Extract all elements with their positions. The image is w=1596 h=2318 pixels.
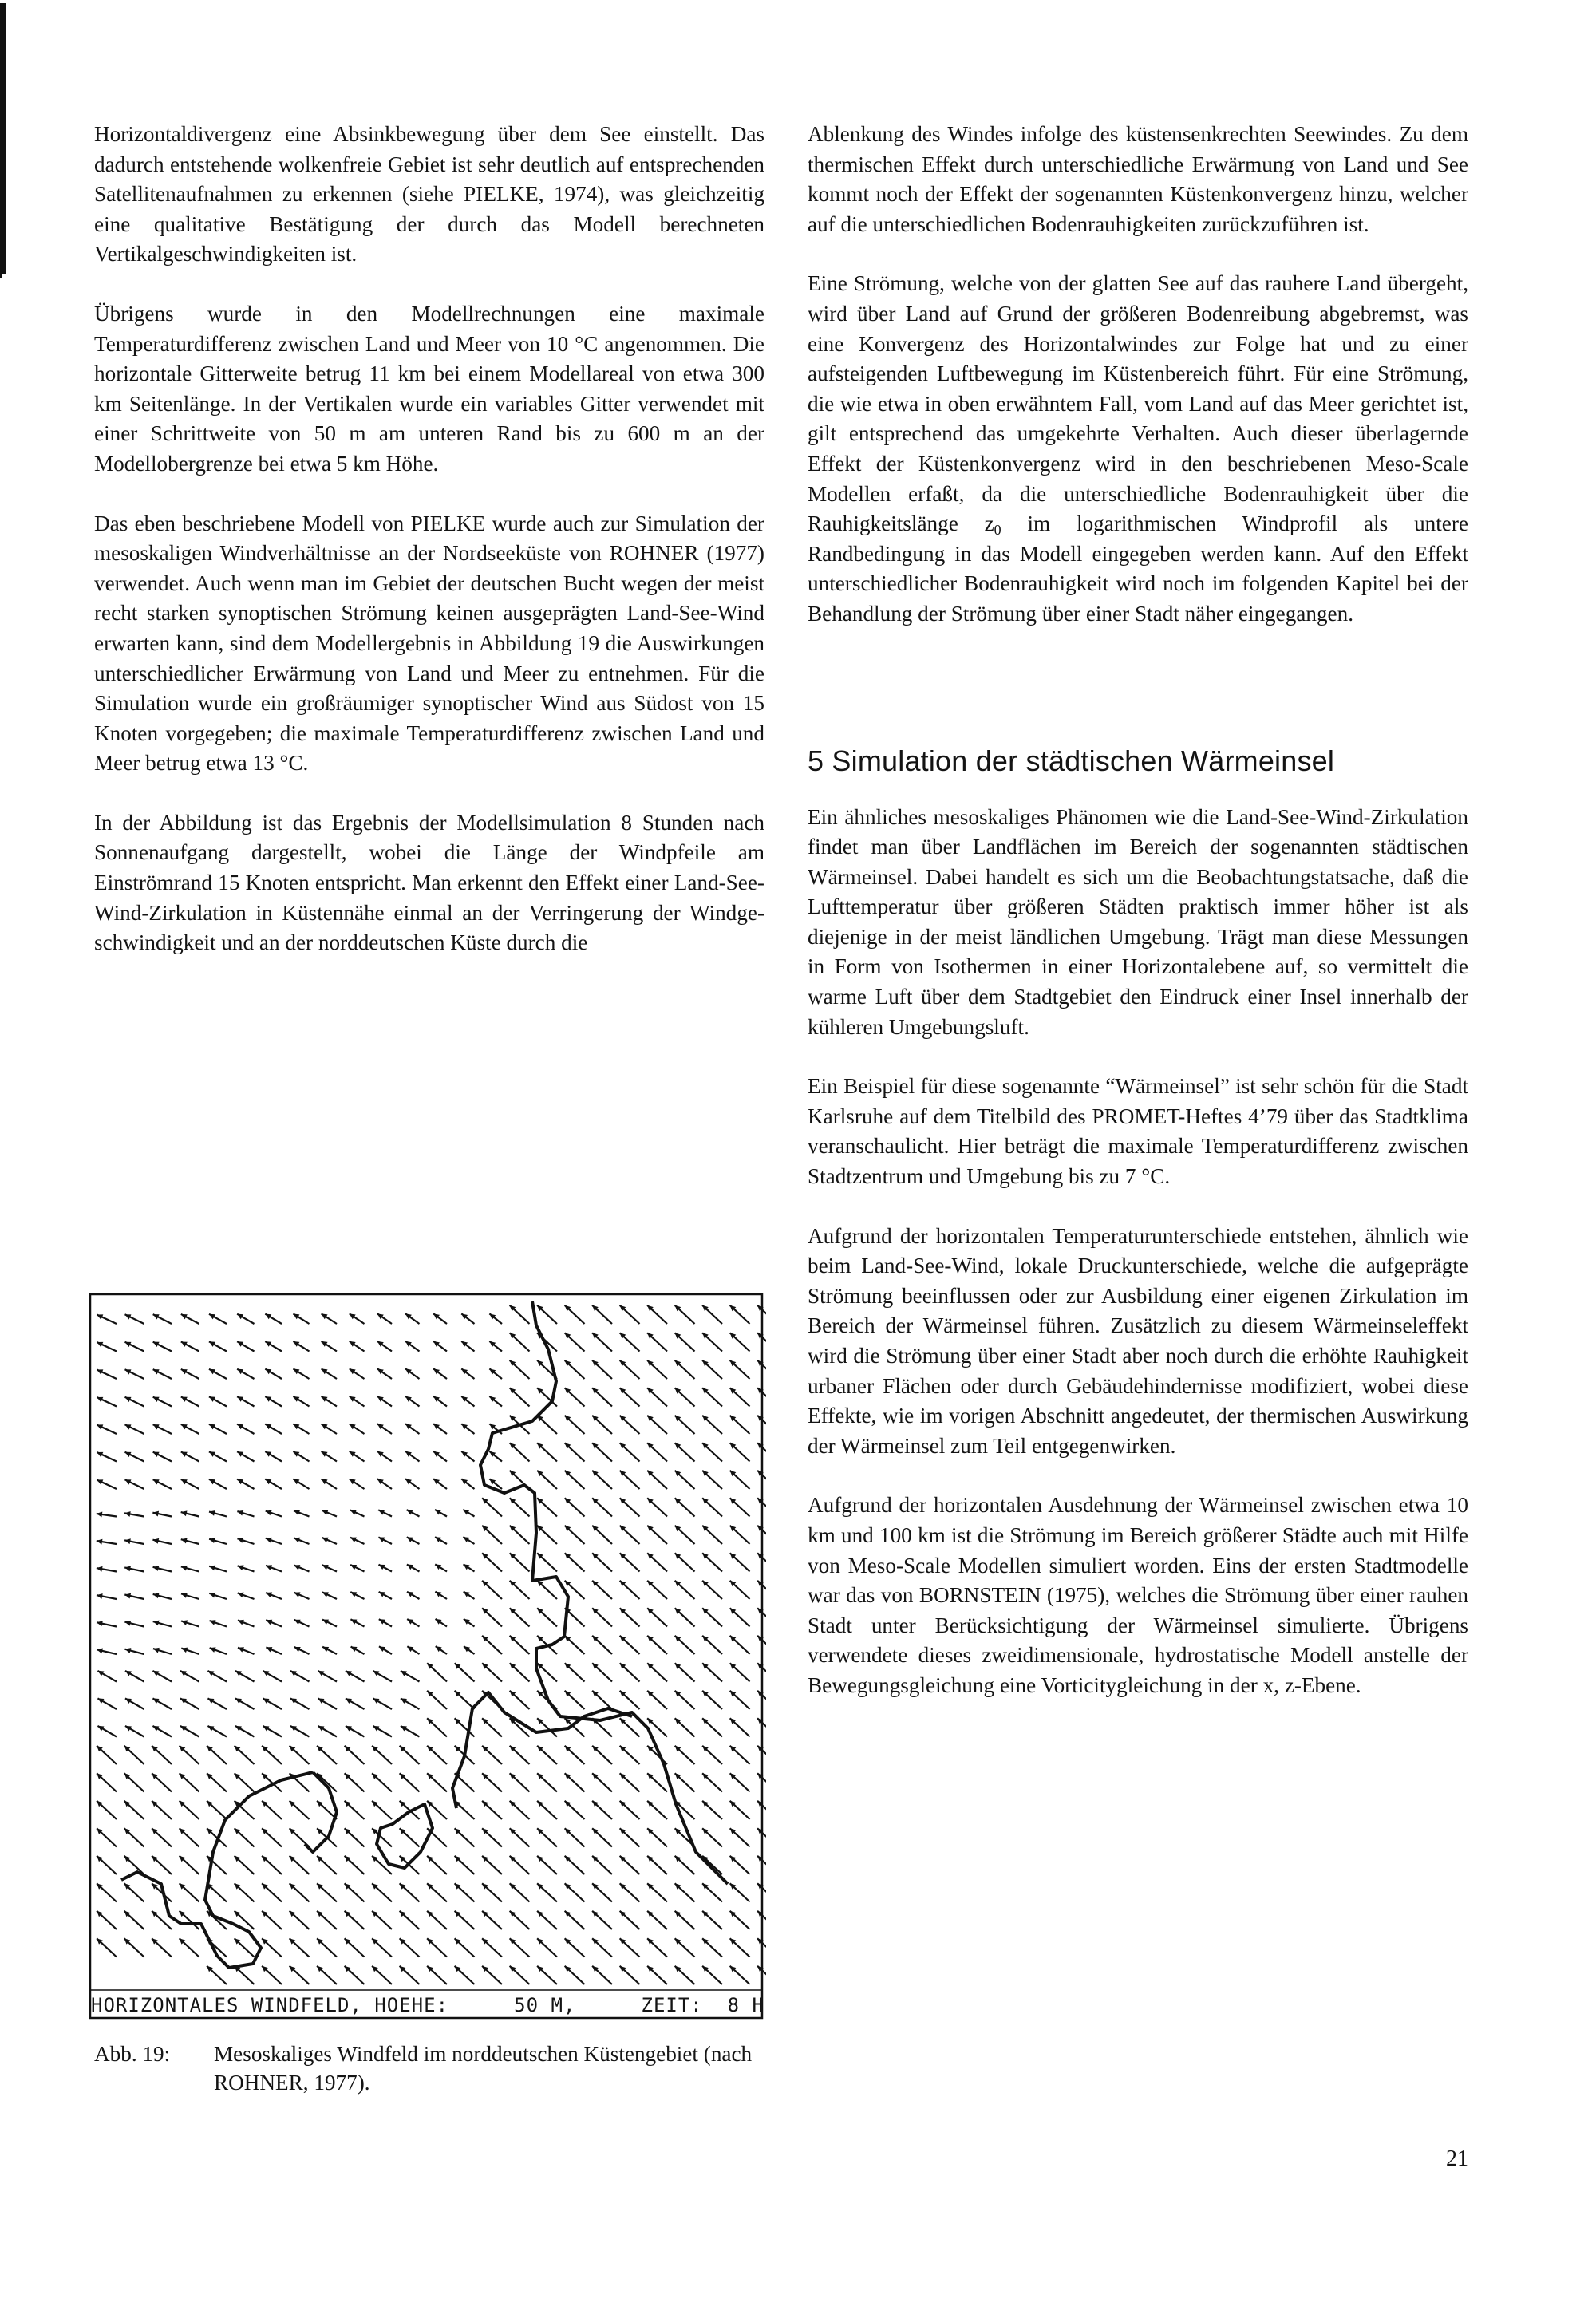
paragraph: Übrigens wurde in den Modellrechnungen eine maximale Temperaturdifferenz zwischen Land und Meer von 10 °C angenommen. Die horizontale Gitterweite betrug 11 km bei einem Modellareal von etwa 300 km Seitenlänge. In der Vertikalen wurde ein variables Gitter verwendet mit einer Schrittweite von 50 m am unteren Rand bis zu 600 m an der Modellobergrenze bei etwa 5 km Höhe. xyxy=(94,301,764,476)
roughness-length-symbol: $z_0$ xyxy=(984,511,1001,539)
spacer xyxy=(808,659,1468,744)
paragraph: Horizontaldivergenz eine Absinkbewegung über dem See einstellt. Das dadurch entstehende wolkenfreie Gebiet ist sehr deutlich auf entsprechenden Satellitenaufnahmen zu erkennen (siehe PIELKE, 1974), was gleichzeitig eine qualitative Bestätigung der durch das Modell berechneten Vertikalgeschwindigkeiten ist. xyxy=(94,122,764,267)
figure-label-title: HORIZONTALES WINDFELD, HOEHE: xyxy=(91,1994,449,2016)
paragraph-text: im logarithmischen Windprofil als untere Randbedingung in das Modell eingegeben werden kann. Auf den Effekt unterschiedlicher Bodenrauhigkeit wird noch im folgenden Kapitel bei der Behandlung der Strömung über einer Stadt näher eingegangen. xyxy=(808,511,1468,626)
paragraph: Ein ähnliches mesoskaliges Phänomen wie die Land-See-Wind-Zirkulation findet man über Landflächen im Bereich der sogenannten städtischen Wärmeinsel. Dabei handelt es sich um die Beobachtungstatsache, daß die Lufttemperatur über größeren Städten praktisch immer höher ist als diejenige in der meist ländlichen Umgebung. Trägt man diese Messungen in Form von Isothermen in einer Horizontalebene auf, so vermittelt die warme Luft über dem Stadtgebiet den Eindruck einer Insel innerhalb der kühleren Umgebungsluft. xyxy=(808,804,1468,1039)
section-heading: 5 Simulation der städtischen Wärmeinsel xyxy=(808,744,1335,777)
page-number: 21 xyxy=(1446,2146,1468,2171)
paragraph: Aufgrund der horizontalen Temperaturunterschiede entstehen, ähnlich wie beim Land-See-Wind, lokale Druckunterschiede, welche die aufgeprägte Strömung beeinflussen oder zur Ausbildung einer eigenen Zirkulation im Bereich der Wärmeinsel führen. Zusätzlich zu diesem Wärmeinseleffekt wird die Strömung über einer Stadt aber noch durch die erhöhte Rauhigkeit urbaner Flächen oder durch Gebäudehindernisse modifiziert, wobei diese Effekte, wie im vorigen Abschnitt angedeutet, der thermischen Auswirkung der Wärmeinsel zum Teil entgegenwirken. xyxy=(808,1223,1468,1458)
scan-edge-artifact xyxy=(0,271,2,278)
caption-label: Abb. 19: xyxy=(94,2042,171,2066)
wind-vector-plot xyxy=(89,1293,766,2020)
figure-plot-label xyxy=(91,1992,764,2019)
paragraph-text: Eine Strömung, welche von der glatten See auf das rauhere Land übergeht, wird über Land auf Grund der größeren Bodenreibung abgebremst, was eine Konvergenz des Horizontalwindes zur Folge hat und zu einer aufsteigenden Luftbewegung im Küstenbereich führt. Für eine Strömung, die wie etwa in oben erwähntem Fall, vom Land auf das Meer gerichtet ist, gilt entsprechend das umgekehrte Verhalten. Auch dieser überlagernde Effekt der Küstenkonvergenz wird in den beschriebenen Meso-Scale Modellen erfaßt, da die unterschiedliche Bodenrauhigkeit über die Rauhigkeitslänge xyxy=(808,271,1468,536)
caption-text: Mesoskaliges Windfeld im norddeutschen Küstengebiet (nach ROHNER, 1977). xyxy=(214,2042,753,2095)
left-column xyxy=(94,120,764,958)
paragraph: Aufgrund der horizontalen Ausdehnung der Wärmeinsel zwischen etwa 10 km und 100 km ist die Strömung im Bereich größerer Städte auch mit Hilfe von Meso-Scale Modellen simuliert worden. Eins der ersten Stadtmodelle war das von BORNSTEIN (1975), welches die Strömung über einer rauhen Stadt unter Berücksichtigung der Wärmeinsel simulierte. Übrigens verwendete dieses zweidimensionale, hydrostatische Modell anstelle der Bewegungsgleichung eine Vorticitygleichung in der x, z-Ebene. xyxy=(808,1493,1468,1697)
paragraph: Das eben beschriebene Modell von PIELKE wurde auch zur Simulation der mesoskaligen Windverhältnisse an der Nordseeküste von ROHNER (1977) verwendet. Auch wenn man im Gebiet der deutschen Bucht wegen der meist recht starken synoptischen Strömung keinen ausgeprägten Land-See-Wind erwarten kann, sind dem Modellergebnis in Abbildung 19 die Auswirkungen unterschiedlicher Erwärmung von Land und Meer zu entnehmen. Für die Simulation wurde ein großräumiger synoptischer Wind aus Südost von 15 Knoten vorgegeben; die maximale Temperaturdifferenz zwischen Land und Meer betrug etwa 13 °C. xyxy=(94,511,764,776)
figure-label-height: 50 M, xyxy=(514,1994,576,2016)
paragraph: Ablenkung des Windes infolge des küstensenkrechten Seewindes. Zu dem thermischen Effekt durch unterschiedliche Erwärmung von Land und See kommt noch der Effekt der sogenannten Küstenkonvergenz hinzu, welcher auf die unterschiedlichen Bodenrauhigkeiten zurückzuführen ist. xyxy=(808,122,1468,236)
figure-label-time: ZEIT: 8 H xyxy=(641,1994,764,2016)
right-column xyxy=(808,120,1468,1701)
wind-field-figure xyxy=(89,1293,766,2020)
paragraph: In der Abbildung ist das Ergebnis der Modellsimulation 8 Stunden nach Sonnenaufgang dargestellt, wobei die Länge der Windpfeile am Einströmrand 15 Knoten entspricht. Man erkennt den Effekt einer Land-See-Wind-Zirkulation in Küstennähe einmal an der Verringerung der Windgeschwindigkeit und an der norddeutschen Küste durch die xyxy=(94,810,764,955)
scan-edge-artifact xyxy=(0,3,6,274)
figure-caption xyxy=(94,2040,764,2097)
paragraph: Ein Beispiel für diese sogenannte “Wärmeinsel” ist sehr schön für die Stadt Karlsruhe auf dem Titelbild des PROMET-Heftes 4’79 über das Stadtklima veranschaulicht. Hier beträgt die maximale Temperaturdifferenz zwischen Stadtzentrum und Umgebung bis zu 7 °C. xyxy=(808,1074,1468,1189)
paragraph xyxy=(808,269,1468,629)
